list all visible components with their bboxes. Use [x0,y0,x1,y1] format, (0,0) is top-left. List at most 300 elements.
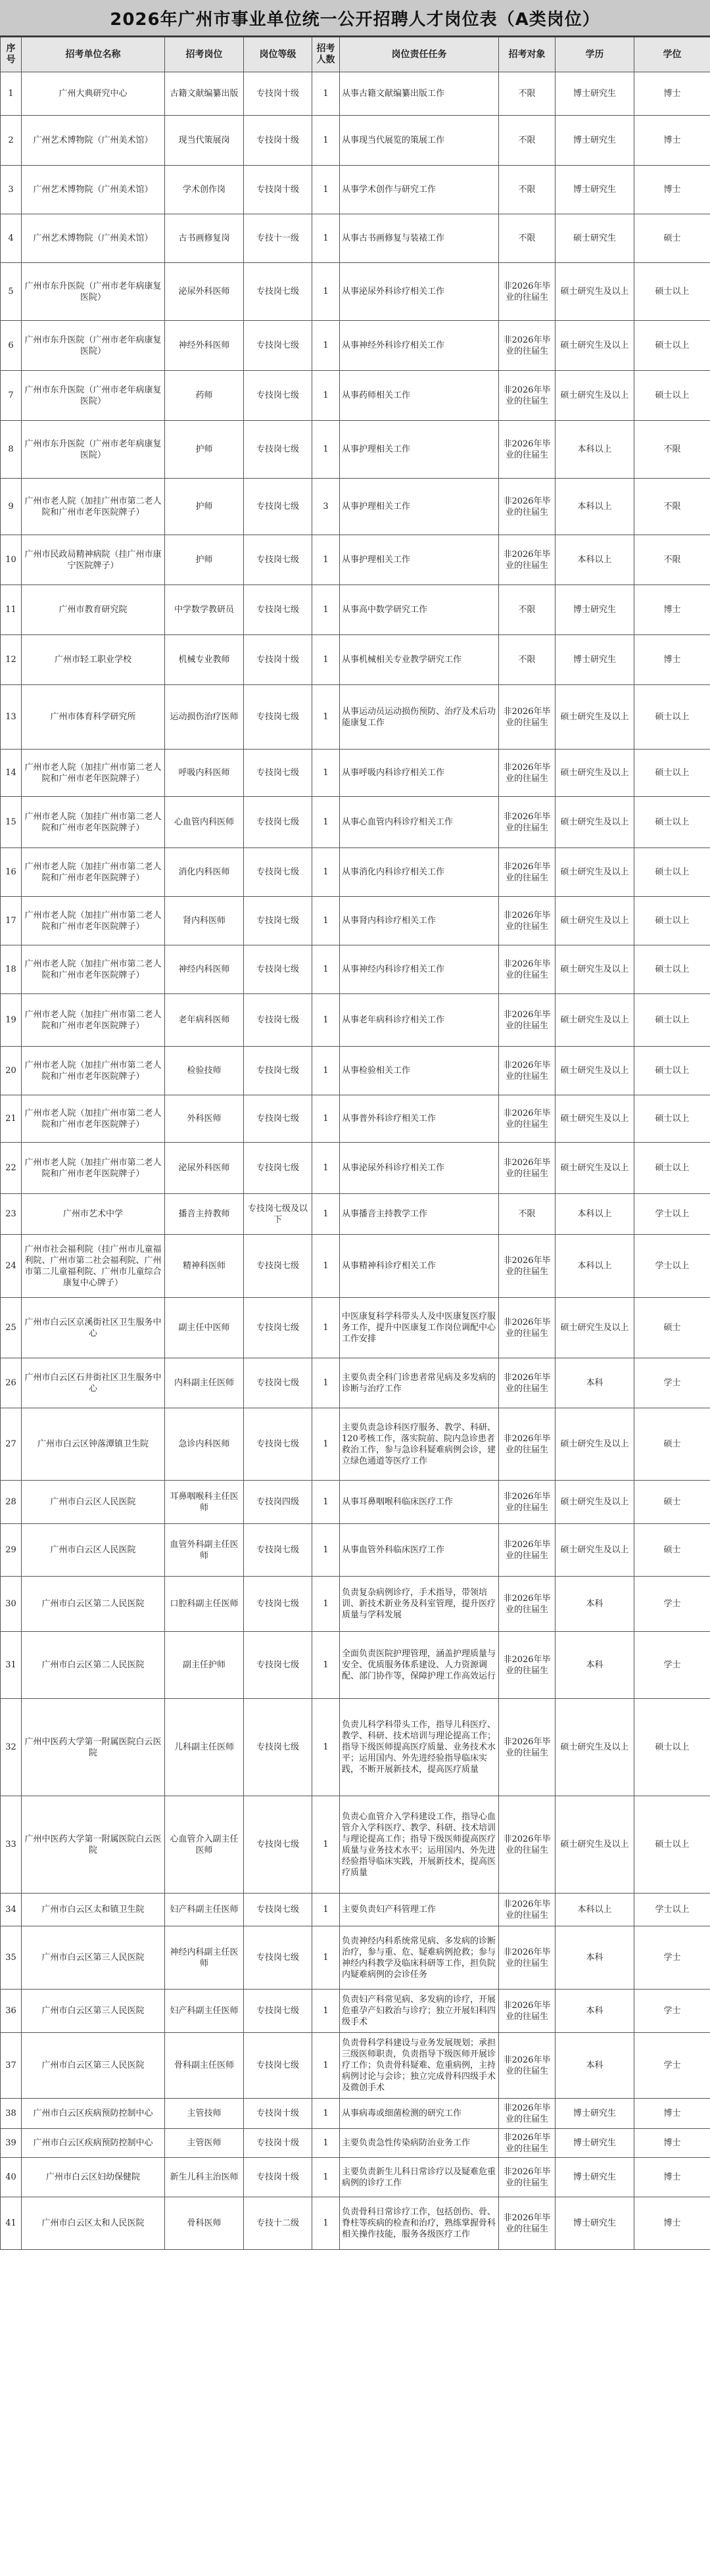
cell-grade: 专技岗七级 [244,1408,312,1481]
cell-target: 非2026年毕业的往届生 [499,750,556,797]
cell-no: 26 [1,1358,22,1408]
cell-deg: 硕士以上 [634,1095,710,1143]
table-row [1,535,710,585]
cell-deg: 硕士以上 [634,1796,710,1894]
cell-no: 34 [1,1894,22,1926]
cell-no: 17 [1,897,22,945]
cell-no: 28 [1,1481,22,1524]
table-row [1,2129,710,2158]
cell-post: 儿科副主任医师 [165,1699,244,1796]
cell-grade: 专技岗七级 [244,897,312,945]
cell-unit: 广州市老人院（加挂广州市第二老人院和广州市老年医院牌子） [22,1047,165,1095]
cell-target: 不限 [499,116,556,166]
cell-deg: 学士 [634,1358,710,1408]
cell-duty: 负责妇产科常见病、多发病的诊疗，开展危重孕产妇救治与诊疗；独立开展妇科四级手术 [340,1990,499,2033]
cell-duty: 从事护理相关工作 [340,479,499,535]
cell-grade: 专技岗七级 [244,1143,312,1194]
cell-deg: 硕士以上 [634,263,710,321]
cell-num: 1 [312,1926,340,1990]
cell-deg: 博士 [634,116,710,166]
cell-post: 消化内科医师 [165,848,244,897]
cell-unit: 广州市老人院（加挂广州市第二老人院和广州市老年医院牌子） [22,750,165,797]
table-row [1,635,710,685]
table-row [1,750,710,797]
cell-edu: 本科 [556,1358,634,1408]
cell-deg: 硕士以上 [634,897,710,945]
cell-deg: 学士 [634,1990,710,2033]
table-row [1,263,710,321]
header-duty: 岗位责任任务 [340,37,499,72]
cell-num: 1 [312,535,340,585]
cell-no: 16 [1,848,22,897]
cell-deg: 学士 [634,2033,710,2099]
cell-duty: 从事老年病科诊疗相关工作 [340,994,499,1047]
table-row [1,1047,710,1095]
cell-no: 15 [1,797,22,848]
table-row [1,945,710,994]
cell-edu: 本科 [556,1990,634,2033]
cell-post: 神经内科副主任医师 [165,1926,244,1990]
table-row [1,1235,710,1298]
cell-no: 35 [1,1926,22,1990]
cell-target: 非2026年毕业的往届生 [499,1894,556,1926]
cell-num: 1 [312,2129,340,2158]
table-title: 2026年广州市事业单位统一公开招聘人才岗位表（A类岗位） [110,9,600,30]
cell-unit: 广州市东升医院（广州市老年病康复医院） [22,321,165,371]
cell-edu: 博士研究生 [556,2197,634,2250]
table-row [1,421,710,479]
cell-unit: 广州市老人院（加挂广州市第二老人院和广州市老年医院牌子） [22,1143,165,1194]
cell-target: 非2026年毕业的往届生 [499,1095,556,1143]
table-row [1,2158,710,2197]
cell-duty: 从事消化内科诊疗相关工作 [340,848,499,897]
cell-grade: 专技岗七级 [244,479,312,535]
cell-num: 1 [312,116,340,166]
cell-grade: 专技岗七级 [244,321,312,371]
header-grade: 岗位等级 [244,37,312,72]
cell-grade: 专技岗七级 [244,750,312,797]
cell-post: 急诊内科医师 [165,1408,244,1481]
cell-post: 口腔科副主任医师 [165,1577,244,1632]
cell-no: 18 [1,945,22,994]
cell-num: 1 [312,1894,340,1926]
cell-post: 外科医师 [165,1095,244,1143]
cell-unit: 广州艺术博物院（广州美术馆） [22,166,165,214]
cell-no: 20 [1,1047,22,1095]
cell-no: 3 [1,166,22,214]
cell-post: 心血管介入副主任医师 [165,1796,244,1894]
cell-num: 1 [312,1481,340,1524]
cell-duty: 从事精神科诊疗相关工作 [340,1235,499,1298]
table-row [1,2197,710,2250]
cell-post: 神经外科医师 [165,321,244,371]
cell-num: 1 [312,994,340,1047]
cell-post: 中学数学教研员 [165,585,244,635]
cell-duty: 从事耳鼻咽喉科临床医疗工作 [340,1481,499,1524]
cell-target: 非2026年毕业的往届生 [499,848,556,897]
cell-duty: 负责心血管介入学科建设工作，指导心血管介入学科医疗、教学、科研、技术培训与理论提高工作；指导下级医师提高医疗质量与业务技术水平；运用国内、外先进经验指导临床实践，开展新技术，提高医疗质量 [340,1796,499,1894]
cell-edu: 博士研究生 [556,116,634,166]
cell-duty: 从事心血管内科诊疗相关工作 [340,797,499,848]
cell-num: 1 [312,1358,340,1408]
cell-target: 非2026年毕业的往届生 [499,1926,556,1990]
cell-unit: 广州市艺术中学 [22,1194,165,1235]
cell-duty: 负责神经内科系统常见病、多发病的诊断治疗，参与重、危、疑难病例抢救；参与神经内科教学及临床科研等工作，担负院内疑难病例的会诊任务 [340,1926,499,1990]
cell-grade: 专技岗七级 [244,2033,312,2099]
table-row [1,166,710,214]
cell-target: 非2026年毕业的往届生 [499,263,556,321]
cell-no: 13 [1,685,22,750]
cell-target: 不限 [499,166,556,214]
table-row [1,1358,710,1408]
cell-unit: 广州市白云区第二人民医院 [22,1577,165,1632]
cell-num: 1 [312,1235,340,1298]
cell-deg: 博士 [634,2099,710,2129]
cell-target: 非2026年毕业的往届生 [499,945,556,994]
cell-no: 14 [1,750,22,797]
cell-no: 12 [1,635,22,685]
cell-deg: 博士 [634,2197,710,2250]
cell-grade: 专技岗七级 [244,994,312,1047]
cell-grade: 专技岗十级 [244,635,312,685]
cell-no: 19 [1,994,22,1047]
cell-deg: 硕士以上 [634,797,710,848]
cell-post: 运动损伤治疗医师 [165,685,244,750]
cell-edu: 硕士研究生及以上 [556,945,634,994]
cell-no: 4 [1,214,22,263]
cell-duty: 中医康复科学科带头人及中医康复医疗服务工作，提升中医康复工作岗位调配中心工作安排 [340,1298,499,1358]
cell-duty: 从事运动员运动损伤预防、治疗及术后功能康复工作 [340,685,499,750]
cell-num: 1 [312,1408,340,1481]
cell-unit: 广州市白云区石井街社区卫生服务中心 [22,1358,165,1408]
cell-unit: 广州市老人院（加挂广州市第二老人院和广州市老年医院牌子） [22,1095,165,1143]
cell-deg: 硕士以上 [634,371,710,421]
table-row [1,1095,710,1143]
cell-num: 1 [312,1143,340,1194]
cell-edu: 硕士研究生及以上 [556,1524,634,1577]
cell-duty: 主要负责急性传染病防治业务工作 [340,2129,499,2158]
cell-no: 1 [1,72,22,116]
cell-no: 39 [1,2129,22,2158]
cell-duty: 从事普外科诊疗相关工作 [340,1095,499,1143]
cell-edu: 博士研究生 [556,166,634,214]
table-row [1,1143,710,1194]
table-row [1,1524,710,1577]
cell-edu: 硕士研究生及以上 [556,994,634,1047]
cell-target: 非2026年毕业的往届生 [499,321,556,371]
cell-grade: 专技岗七级 [244,797,312,848]
header-no: 序号 [1,37,22,72]
table-title-bar [0,0,710,37]
cell-deg: 学士以上 [634,1194,710,1235]
table-row [1,1481,710,1524]
cell-target: 不限 [499,1194,556,1235]
cell-deg: 学士以上 [634,1894,710,1926]
cell-duty: 从事机械相关专业教学研究工作 [340,635,499,685]
cell-grade: 专技岗十级 [244,166,312,214]
cell-edu: 硕士研究生及以上 [556,1047,634,1095]
cell-edu: 本科 [556,1926,634,1990]
cell-num: 3 [312,479,340,535]
cell-target: 非2026年毕业的往届生 [499,1358,556,1408]
cell-no: 32 [1,1699,22,1796]
cell-unit: 广州市社会福利院（挂广州市儿童福利院、广州市第二社会福利院、广州市第二儿童福利院、广州市儿童综合康复中心牌子） [22,1235,165,1298]
cell-grade: 专技岗七级 [244,1358,312,1408]
cell-no: 8 [1,421,22,479]
table-row [1,1699,710,1796]
cell-target: 非2026年毕业的往届生 [499,371,556,421]
cell-target: 非2026年毕业的往届生 [499,1235,556,1298]
cell-deg: 硕士 [634,214,710,263]
cell-post: 泌尿外科医师 [165,263,244,321]
cell-duty: 从事病毒或细菌检测的研究工作 [340,2099,499,2129]
table-row [1,797,710,848]
cell-grade: 专技岗七级 [244,1894,312,1926]
cell-no: 10 [1,535,22,585]
cell-unit: 广州市白云区妇幼保健院 [22,2158,165,2197]
cell-num: 1 [312,263,340,321]
table-row [1,214,710,263]
cell-unit: 广州市东升医院（广州市老年病康复医院） [22,371,165,421]
cell-num: 1 [312,2158,340,2197]
cell-deg: 博士 [634,166,710,214]
cell-num: 1 [312,945,340,994]
header-target: 招考对象 [499,37,556,72]
cell-num: 1 [312,635,340,685]
cell-deg: 硕士 [634,1481,710,1524]
cell-num: 1 [312,421,340,479]
cell-deg: 硕士以上 [634,750,710,797]
cell-unit: 广州市老人院（加挂广州市第二老人院和广州市老年医院牌子） [22,945,165,994]
cell-edu: 博士研究生 [556,585,634,635]
cell-post: 呼吸内科医师 [165,750,244,797]
cell-no: 23 [1,1194,22,1235]
cell-edu: 本科以上 [556,479,634,535]
cell-deg: 学士以上 [634,1235,710,1298]
cell-target: 非2026年毕业的往届生 [499,1524,556,1577]
cell-target: 非2026年毕业的往届生 [499,535,556,585]
cell-unit: 广州市轻工职业学校 [22,635,165,685]
cell-edu: 博士研究生 [556,72,634,116]
cell-edu: 博士研究生 [556,2158,634,2197]
cell-num: 1 [312,1298,340,1358]
cell-unit: 广州市老人院（加挂广州市第二老人院和广州市老年医院牌子） [22,848,165,897]
cell-num: 1 [312,72,340,116]
cell-deg: 硕士 [634,1408,710,1481]
cell-target: 非2026年毕业的往届生 [499,1298,556,1358]
cell-edu: 硕士研究生及以上 [556,1481,634,1524]
table-body [1,72,710,2250]
cell-unit: 广州市教育研究院 [22,585,165,635]
cell-target: 非2026年毕业的往届生 [499,2099,556,2129]
cell-num: 1 [312,797,340,848]
cell-post: 主管技师 [165,2099,244,2129]
cell-post: 护师 [165,421,244,479]
cell-target: 非2026年毕业的往届生 [499,2158,556,2197]
cell-duty: 主要负责全科门诊患者常见病及多发病的诊断与治疗工作 [340,1358,499,1408]
cell-deg: 博士 [634,2158,710,2197]
cell-duty: 从事血管外科临床医疗工作 [340,1524,499,1577]
table-row [1,685,710,750]
cell-deg: 博士 [634,2129,710,2158]
cell-edu: 博士研究生 [556,2129,634,2158]
cell-unit: 广州艺术博物院（广州美术馆） [22,116,165,166]
cell-edu: 硕士研究生及以上 [556,371,634,421]
cell-grade: 专技岗四级 [244,1481,312,1524]
cell-post: 副主任护师 [165,1632,244,1699]
cell-edu: 本科以上 [556,1194,634,1235]
cell-grade: 专技岗七级 [244,1047,312,1095]
cell-no: 2 [1,116,22,166]
cell-duty: 从事护理相关工作 [340,421,499,479]
cell-duty: 负责骨科学科建设与业务发展规划；承担三级医师职责，负责指导下级医师开展诊疗工作；负责骨科疑难、危重病例，主持病例讨论与会诊；独立完成骨科四级手术及微创手术 [340,2033,499,2099]
cell-duty: 从事药师相关工作 [340,371,499,421]
cell-post: 学术创作岗 [165,166,244,214]
cell-edu: 本科以上 [556,421,634,479]
cell-unit: 广州市白云区京溪街社区卫生服务中心 [22,1298,165,1358]
cell-num: 1 [312,2033,340,2099]
cell-duty: 从事现当代展览的策展工作 [340,116,499,166]
cell-grade: 专技岗十级 [244,72,312,116]
cell-unit: 广州市东升医院（广州市老年病康复医院） [22,421,165,479]
cell-deg: 硕士以上 [634,685,710,750]
table-row [1,116,710,166]
cell-duty: 从事呼吸内科诊疗相关工作 [340,750,499,797]
cell-num: 1 [312,685,340,750]
cell-duty: 从事学术创作与研究工作 [340,166,499,214]
cell-grade: 专技岗七级 [244,1990,312,2033]
cell-num: 1 [312,585,340,635]
cell-target: 非2026年毕业的往届生 [499,2129,556,2158]
cell-num: 1 [312,897,340,945]
cell-no: 31 [1,1632,22,1699]
cell-edu: 本科 [556,2033,634,2099]
cell-duty: 从事泌尿外科诊疗相关工作 [340,1143,499,1194]
cell-unit: 广州中医药大学第一附属医院白云医院 [22,1796,165,1894]
cell-no: 36 [1,1990,22,2033]
cell-target: 不限 [499,585,556,635]
cell-post: 播音主持教师 [165,1194,244,1235]
table-row [1,1990,710,2033]
cell-post: 肾内科医师 [165,897,244,945]
cell-post: 主管医师 [165,2129,244,2158]
cell-edu: 本科以上 [556,535,634,585]
table-row [1,2033,710,2099]
cell-no: 22 [1,1143,22,1194]
cell-no: 30 [1,1577,22,1632]
cell-duty: 负责骨科日常诊疗工作，包括创伤、骨、脊柱等疾病的检查和治疗，熟练掌握骨科相关操作技能，服务各级医疗工作 [340,2197,499,2250]
cell-edu: 硕士研究生及以上 [556,321,634,371]
cell-grade: 专技岗七级 [244,1796,312,1894]
cell-grade: 专技岗七级 [244,1095,312,1143]
cell-post: 骨科副主任医师 [165,2033,244,2099]
table-row [1,994,710,1047]
cell-post: 检验技师 [165,1047,244,1095]
cell-edu: 硕士研究生及以上 [556,1095,634,1143]
cell-grade: 专技岗七级 [244,1235,312,1298]
cell-duty: 主要负责新生儿科日常诊疗以及疑难危重病例的诊疗工作 [340,2158,499,2197]
cell-edu: 硕士研究生及以上 [556,1796,634,1894]
table-row [1,72,710,116]
table-row [1,1894,710,1926]
cell-deg: 学士 [634,1577,710,1632]
cell-edu: 硕士研究生及以上 [556,797,634,848]
cell-no: 38 [1,2099,22,2129]
cell-edu: 硕士研究生及以上 [556,848,634,897]
cell-deg: 不限 [634,479,710,535]
cell-grade: 专技岗七级 [244,945,312,994]
cell-grade: 专技岗十级 [244,2129,312,2158]
cell-deg: 不限 [634,421,710,479]
cell-post: 护师 [165,535,244,585]
cell-deg: 博士 [634,72,710,116]
table-row [1,1408,710,1481]
cell-edu: 硕士研究生及以上 [556,1408,634,1481]
table-row [1,848,710,897]
cell-duty: 负责复杂病例诊疗，手术指导，带领培训、新技术新业务及科室管理，提升医疗质量与学科发展 [340,1577,499,1632]
cell-post: 机械专业教师 [165,635,244,685]
cell-post: 老年病科医师 [165,994,244,1047]
cell-deg: 博士 [634,635,710,685]
cell-grade: 专技岗七级 [244,535,312,585]
cell-no: 27 [1,1408,22,1481]
cell-deg: 硕士以上 [634,1699,710,1796]
cell-edu: 本科 [556,1577,634,1632]
cell-grade: 专技十一级 [244,214,312,263]
cell-unit: 广州市老人院（加挂广州市第二老人院和广州市老年医院牌子） [22,797,165,848]
cell-post: 新生儿科主治医师 [165,2158,244,2197]
cell-duty: 从事神经内科诊疗相关工作 [340,945,499,994]
cell-edu: 博士研究生 [556,2099,634,2129]
cell-edu: 硕士研究生及以上 [556,685,634,750]
cell-unit: 广州大典研究中心 [22,72,165,116]
cell-deg: 硕士以上 [634,1143,710,1194]
cell-unit: 广州艺术博物院（广州美术馆） [22,214,165,263]
cell-deg: 学士 [634,1926,710,1990]
cell-target: 非2026年毕业的往届生 [499,1047,556,1095]
cell-grade: 专技岗七级 [244,263,312,321]
cell-edu: 硕士研究生及以上 [556,750,634,797]
cell-post: 骨科医师 [165,2197,244,2250]
cell-no: 24 [1,1235,22,1298]
cell-edu: 硕士研究生及以上 [556,1699,634,1796]
cell-unit: 广州市白云区人民医院 [22,1481,165,1524]
cell-grade: 专技岗七级 [244,1524,312,1577]
cell-num: 1 [312,1194,340,1235]
cell-edu: 硕士研究生及以上 [556,263,634,321]
cell-no: 33 [1,1796,22,1894]
cell-unit: 广州市白云区人民医院 [22,1524,165,1577]
cell-post: 副主任中医师 [165,1298,244,1358]
table-row [1,321,710,371]
cell-target: 非2026年毕业的往届生 [499,479,556,535]
cell-num: 1 [312,371,340,421]
cell-edu: 博士研究生 [556,635,634,685]
cell-deg: 硕士以上 [634,994,710,1047]
cell-grade: 专技十二级 [244,2197,312,2250]
cell-duty: 从事检验相关工作 [340,1047,499,1095]
cell-num: 1 [312,1047,340,1095]
table-row [1,1926,710,1990]
cell-num: 1 [312,1796,340,1894]
cell-num: 1 [312,1990,340,2033]
cell-target: 非2026年毕业的往届生 [499,897,556,945]
cell-deg: 博士 [634,585,710,635]
table-row [1,1632,710,1699]
cell-duty: 从事古书画修复与装裱工作 [340,214,499,263]
cell-unit: 广州市东升医院（广州市老年病康复医院） [22,263,165,321]
cell-target: 非2026年毕业的往届生 [499,1990,556,2033]
